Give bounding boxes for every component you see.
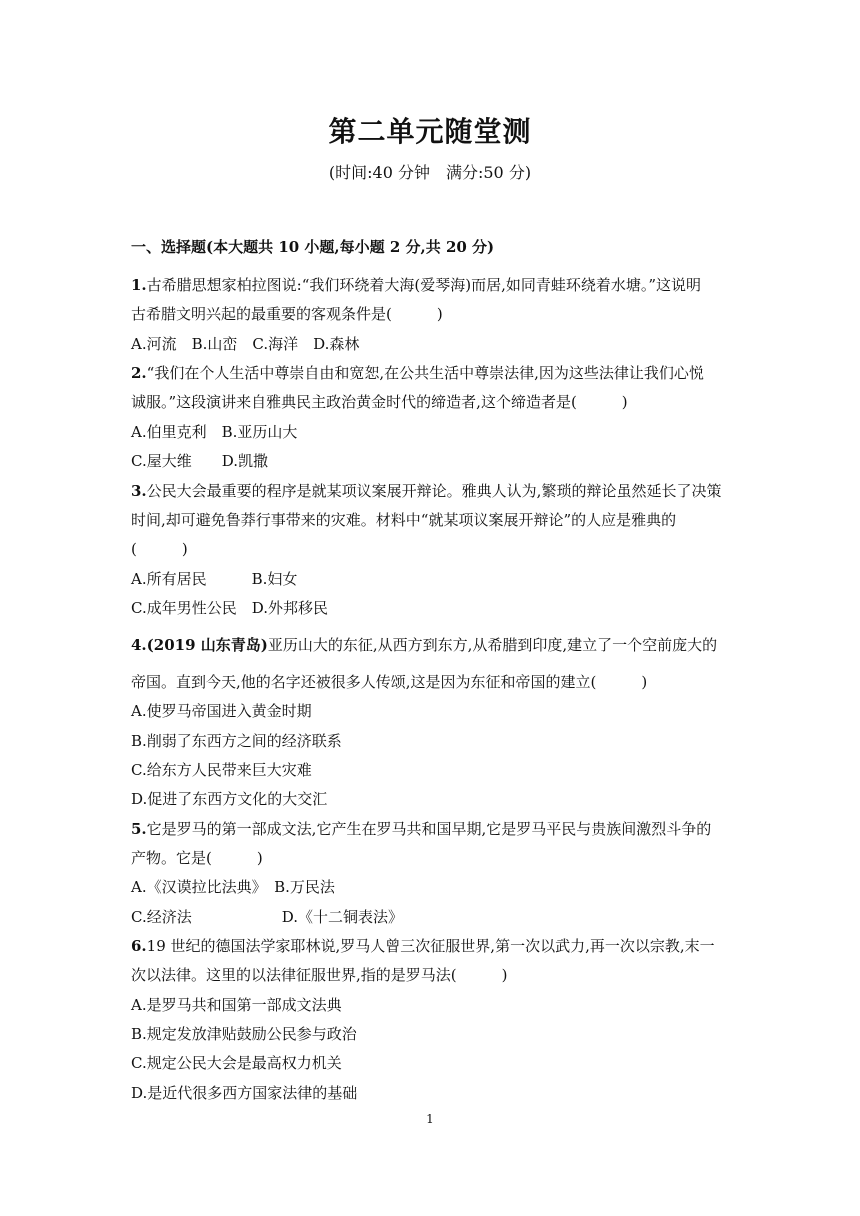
question-6-option-b: B.规定发放津贴鼓励公民参与政治 bbox=[131, 1025, 357, 1043]
question-4-option-a: A.使罗马帝国进入黄金时期 bbox=[131, 702, 312, 720]
question-6-line-1 bbox=[131, 935, 715, 956]
question-3-line-3: ( ) bbox=[131, 540, 188, 558]
question-6-option-c: C.规定公民大会是最高权力机关 bbox=[131, 1054, 342, 1072]
section-heading: 一、选择题(本大题共 10 小题,每小题 2 分,共 20 分) bbox=[131, 238, 495, 256]
question-number: 5. bbox=[131, 820, 147, 838]
question-4-option-d: D.促进了东西方文化的大交汇 bbox=[131, 790, 328, 808]
question-number: 6. bbox=[131, 937, 147, 955]
question-5-option-row-1: A.《汉谟拉比法典》 B.万民法 bbox=[131, 878, 335, 896]
question-4-option-b: B.削弱了东西方之间的经济联系 bbox=[131, 732, 342, 750]
question-6-line-2: 次以法律。这里的以法律征服世界,指的是罗马法( ) bbox=[131, 966, 508, 984]
question-source: (2019 山东青岛) bbox=[146, 636, 268, 654]
question-6-option-a: A.是罗马共和国第一部成文法典 bbox=[131, 996, 342, 1014]
question-1-line-2: 古希腊文明兴起的最重要的客观条件是( ) bbox=[131, 305, 443, 323]
question-number: 4. bbox=[131, 636, 147, 654]
question-number: 1. bbox=[131, 276, 147, 294]
question-3-option-row-1: A.所有居民 B.妇女 bbox=[131, 570, 298, 588]
question-text: “我们在个人生活中尊崇自由和宽恕,在公共生活中尊崇法律,因为这些法律让我们心悦 bbox=[146, 364, 704, 382]
exam-info: (时间:40 分钟 满分:50 分) bbox=[328, 163, 532, 182]
question-4-line-2: 帝国。直到今天,他的名字还被很多人传颂,这是因为东征和帝国的建立( ) bbox=[131, 673, 648, 691]
question-1-options: A.河流 B.山峦 C.海洋 D.森林 bbox=[131, 335, 360, 353]
question-text: 它是罗马的第一部成文法,它产生在罗马共和国早期,它是罗马平民与贵族间激烈斗争的 bbox=[146, 820, 712, 838]
page-number: 1 bbox=[426, 1112, 434, 1126]
question-2-line-2: 诚服。”这段演讲来自雅典民主政治黄金时代的缔造者,这个缔造者是( ) bbox=[131, 393, 628, 411]
question-text: 古希腊思想家柏拉图说:“我们环绕着大海(爱琴海)而居,如同青蛙环绕着水塘。”这说明 bbox=[146, 276, 702, 294]
question-2-line-1 bbox=[131, 362, 704, 383]
question-3-option-row-2: C.成年男性公民 D.外邦移民 bbox=[131, 599, 328, 617]
question-5-option-row-2: C.经济法 D.《十二铜表法》 bbox=[131, 908, 403, 926]
page-title: 第二单元随堂测 bbox=[328, 115, 532, 148]
question-5-line-2: 产物。它是( ) bbox=[131, 849, 263, 867]
question-4-line-1 bbox=[131, 634, 717, 655]
question-6-option-d: D.是近代很多西方国家法律的基础 bbox=[131, 1084, 358, 1102]
question-5-line-1 bbox=[131, 818, 711, 839]
question-1-line-1 bbox=[131, 274, 701, 295]
question-text: 亚历山大的东征,从西方到东方,从希腊到印度,建立了一个空前庞大的 bbox=[267, 636, 718, 654]
question-3-line-1 bbox=[131, 480, 721, 501]
question-4-option-c: C.给东方人民带来巨大灾难 bbox=[131, 761, 312, 779]
question-number: 3. bbox=[131, 482, 147, 500]
question-text: 公民大会最重要的程序是就某项议案展开辩论。雅典人认为,繁琐的辩论虽然延长了决策 bbox=[146, 482, 722, 500]
question-2-option-row-1: A.伯里克利 B.亚历山大 bbox=[131, 423, 298, 441]
question-2-option-row-2: C.屋大维 D.凯撒 bbox=[131, 452, 268, 470]
question-number: 2. bbox=[131, 364, 147, 382]
question-text: 19 世纪的德国法学家耶林说,罗马人曾三次征服世界,第一次以武力,再一次以宗教,末一 bbox=[146, 937, 715, 955]
question-3-line-2: 时间,却可避免鲁莽行事带来的灾难。材料中“就某项议案展开辩论”的人应是雅典的 bbox=[131, 511, 677, 529]
